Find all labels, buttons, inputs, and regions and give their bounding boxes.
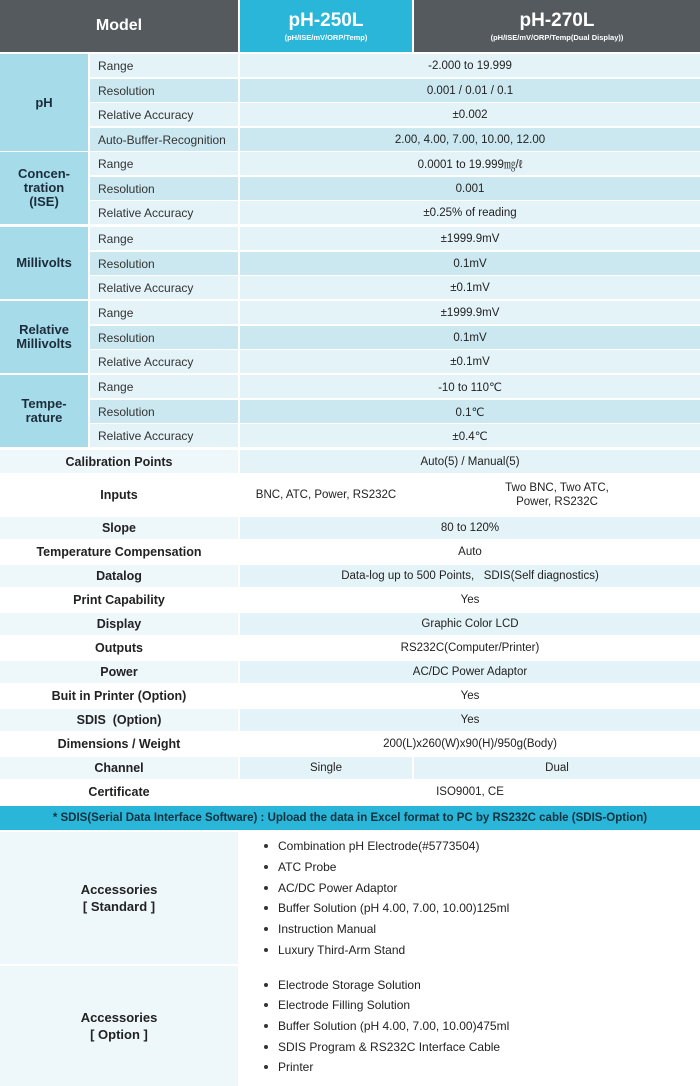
temperature-row-label: Relative Accuracy — [90, 424, 238, 447]
feature-label-printer-option: Buit in Printer (Option) — [0, 685, 238, 707]
feature-label-certificate: Certificate — [0, 781, 238, 803]
accessory-standard-item-text: Buffer Solution (pH 4.00, 7.00, 10.00)125ml — [278, 901, 510, 916]
accessory-standard-item-text: AC/DC Power Adaptor — [278, 880, 398, 895]
accessory-standard-item — [264, 857, 700, 878]
ph-row-value: 2.00, 4.00, 7.00, 10.00, 12.00 — [240, 128, 700, 151]
accessory-standard-item — [264, 877, 700, 898]
accessories-option-label — [0, 966, 238, 1086]
group-label-concentration: Concen- tration (ISE) — [0, 152, 88, 224]
temperature-row-value: ±0.4℃ — [240, 424, 700, 447]
millivolts-row-value: ±0.1mV — [240, 276, 700, 299]
feature-value-outputs: RS232C(Computer/Printer) — [240, 637, 700, 659]
accessory-option-item-text: Printer — [278, 1060, 314, 1075]
feature-value-display: Graphic Color LCD — [240, 613, 700, 635]
concentration-row-value: 0.0001 to 19.999㎎/ℓ — [240, 152, 700, 175]
relative-millivolts-row-label: Relative Accuracy — [90, 350, 238, 373]
header-ph270l-subtitle: (pH/ISE/mV/ORP/Temp(Dual Display)) — [490, 32, 624, 42]
accessories-option-subtitle: [ Option ] — [90, 1027, 148, 1042]
feature-label-calibration: Calibration Points — [0, 450, 238, 473]
feature-value-calibration: Auto(5) / Manual(5) — [240, 450, 700, 473]
sdis-note-banner — [0, 806, 700, 830]
millivolts-row-value: 0.1mV — [240, 252, 700, 275]
feature-value-print: Yes — [240, 589, 700, 611]
relative-millivolts-row-label: Range — [90, 301, 238, 324]
ph-row-label: Resolution — [90, 79, 238, 102]
ph-row-value: 0.001 / 0.01 / 0.1 — [240, 79, 700, 102]
relative-millivolts-row-value: 0.1mV — [240, 326, 700, 349]
feature-value-inputs-ph250l: BNC, ATC, Power, RS232C — [240, 475, 412, 515]
header-ph250l — [240, 0, 412, 52]
concentration-row-label: Relative Accuracy — [90, 201, 238, 224]
accessory-option-item-text: Electrode Filling Solution — [278, 998, 411, 1013]
feature-value-dimensions: 200(L)x260(W)x90(H)/950g(Body) — [240, 733, 700, 755]
temperature-row-label: Resolution — [90, 400, 238, 423]
accessory-standard-item — [264, 939, 700, 960]
feature-value-inputs-ph270l: Two BNC, Two ATC, Power, RS232C — [414, 475, 700, 515]
accessories-option-title: Accessories — [80, 1010, 158, 1025]
bullet-icon — [264, 844, 268, 848]
ph-row-value: ±0.002 — [240, 103, 700, 126]
bullet-icon — [264, 927, 268, 931]
accessory-standard-item — [264, 836, 700, 857]
feature-label-temp-compensation: Temperature Compensation — [0, 541, 238, 563]
header-ph250l-title: pH-250L — [288, 9, 364, 31]
bullet-icon — [264, 865, 268, 869]
bullet-icon — [264, 886, 268, 890]
header-model — [0, 0, 238, 52]
accessory-option-item-text: SDIS Program & RS232C Interface Cable — [278, 1039, 501, 1054]
accessories-standard-label — [0, 832, 238, 964]
feature-label-slope: Slope — [0, 517, 238, 539]
relative-millivolts-row-value: ±1999.9mV — [240, 301, 700, 324]
accessories-option-list — [240, 966, 700, 1086]
millivolts-row-label: Resolution — [90, 252, 238, 275]
concentration-row-value: ±0.25% of reading — [240, 201, 700, 224]
feature-value-printer-option: Yes — [240, 685, 700, 707]
accessory-option-item — [264, 1057, 700, 1078]
ph-row-label: Range — [90, 54, 238, 77]
accessory-option-item — [264, 1016, 700, 1037]
feature-value-datalog: Data-log up to 500 Points, SDIS(Self diagnostics) — [240, 565, 700, 587]
bullet-icon — [264, 983, 268, 987]
group-label-relative-millivolts: Relative Millivolts — [0, 301, 88, 373]
concentration-row-label: Resolution — [90, 177, 238, 200]
relative-millivolts-row-label: Resolution — [90, 326, 238, 349]
ph-row-value: -2.000 to 19.999 — [240, 54, 700, 77]
accessory-option-item-text: Buffer Solution (pH 4.00, 7.00, 10.00)475ml — [278, 1019, 510, 1033]
group-label-millivolts: Millivolts — [0, 227, 88, 299]
group-label-temperature: Tempe- rature — [0, 375, 88, 447]
accessory-standard-item-text: Instruction Manual — [278, 922, 377, 937]
feature-value-sdis-option: Yes — [240, 709, 700, 731]
bullet-icon — [264, 1024, 268, 1028]
feature-value-channel-ph250l: Single — [240, 757, 412, 779]
millivolts-row-label: Relative Accuracy — [90, 276, 238, 299]
header-ph270l — [414, 0, 700, 52]
bullet-icon — [264, 948, 268, 952]
accessory-option-item — [264, 974, 700, 995]
feature-label-inputs: Inputs — [0, 475, 238, 515]
group-label-ph: pH — [0, 54, 88, 151]
feature-value-power: AC/DC Power Adaptor — [240, 661, 700, 683]
ph-row-label: Auto-Buffer-Recognition — [90, 128, 238, 151]
temperature-row-value: 0.1℃ — [240, 400, 700, 423]
feature-label-dimensions: Dimensions / Weight — [0, 733, 238, 755]
feature-value-slope: 80 to 120% — [240, 517, 700, 539]
bullet-icon — [264, 1045, 268, 1049]
feature-label-display: Display — [0, 613, 238, 635]
millivolts-row-value: ±1999.9mV — [240, 227, 700, 250]
accessory-option-item-text: Electrode Storage Solution — [278, 977, 421, 992]
header-model-label: Model — [95, 17, 143, 34]
accessory-standard-item-text: ATC Probe — [278, 859, 337, 874]
temperature-row-label: Range — [90, 375, 238, 398]
concentration-row-label: Range — [90, 152, 238, 175]
accessory-standard-item — [264, 898, 700, 919]
bullet-icon — [264, 1003, 268, 1007]
temperature-row-value: -10 to 110℃ — [240, 375, 700, 398]
accessories-standard-subtitle: [ Standard ] — [82, 899, 156, 914]
concentration-row-value: 0.001 — [240, 177, 700, 200]
sdis-note-text: * SDIS(Serial Data Interface Software) : Upload the data in Excel format to PC by RS232C cable (SDIS-Option) — [52, 812, 648, 824]
accessory-option-item — [264, 995, 700, 1016]
accessories-standard-list — [240, 832, 700, 964]
header-ph270l-title: pH-270L — [519, 9, 595, 31]
accessory-standard-item — [264, 919, 700, 940]
accessory-standard-item-text: Luxury Third-Arm Stand — [278, 942, 406, 957]
accessories-standard-title: Accessories — [80, 882, 158, 897]
feature-value-certificate: ISO9001, CE — [240, 781, 700, 803]
accessory-option-item — [264, 1036, 700, 1057]
header-ph250l-subtitle: (pH/ISE/mV/ORP/Temp) — [284, 32, 368, 42]
feature-value-temp-compensation: Auto — [240, 541, 700, 563]
feature-value-channel-ph270l: Dual — [414, 757, 700, 779]
ph-row-label: Relative Accuracy — [90, 103, 238, 126]
bullet-icon — [264, 1065, 268, 1069]
accessory-standard-item-text: Combination pH Electrode(#5773504) — [278, 839, 480, 854]
relative-millivolts-row-value: ±0.1mV — [240, 350, 700, 373]
feature-label-datalog: Datalog — [0, 565, 238, 587]
feature-label-sdis-option: SDIS (Option) — [0, 709, 238, 731]
bullet-icon — [264, 906, 268, 910]
feature-label-power: Power — [0, 661, 238, 683]
millivolts-row-label: Range — [90, 227, 238, 250]
feature-label-outputs: Outputs — [0, 637, 238, 659]
feature-label-print: Print Capability — [0, 589, 238, 611]
feature-label-channel: Channel — [0, 757, 238, 779]
